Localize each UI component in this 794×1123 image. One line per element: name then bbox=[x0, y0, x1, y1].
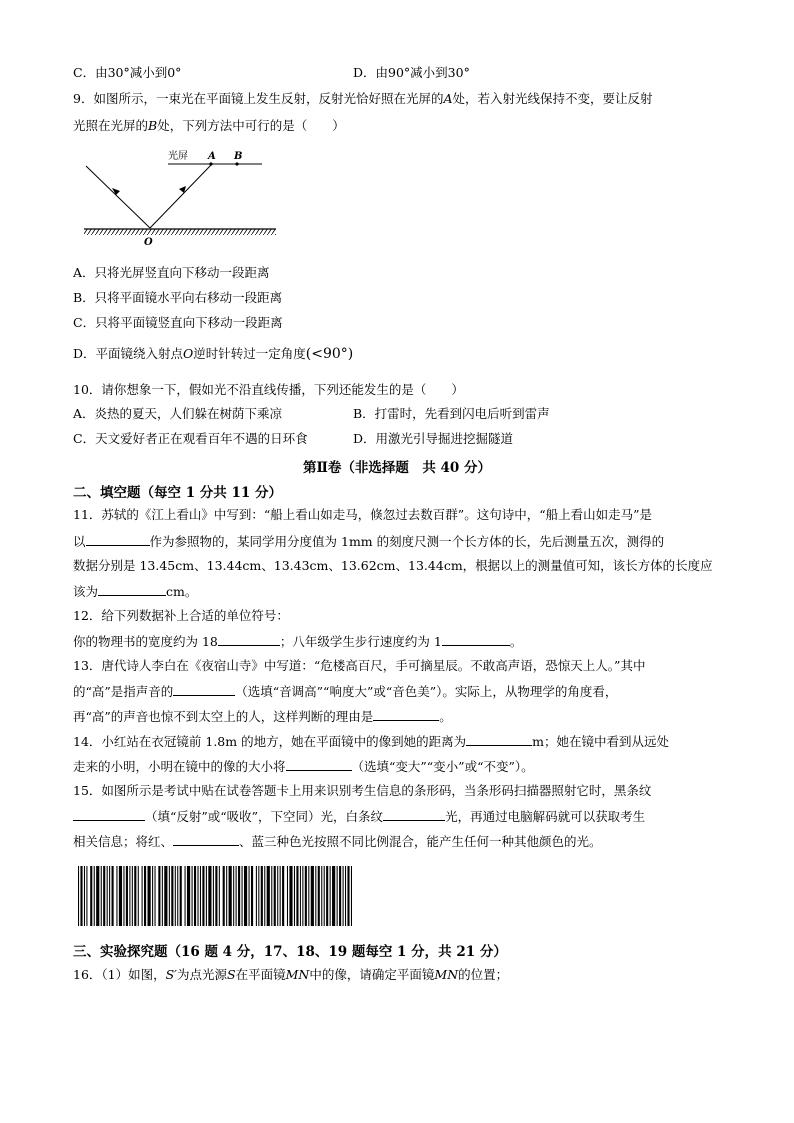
barcode-bar bbox=[337, 866, 338, 926]
q10-option-d: D．用激光引导掘进挖掘隧道 bbox=[353, 431, 514, 446]
q13-text: 再“高”的声音也惊不到太空上的人，这样判断的理由是 bbox=[73, 709, 374, 724]
barcode-bar bbox=[242, 866, 243, 926]
q15-line1: 15．如图所示是考试中贴在试卷答题卡上用来识别考生信息的条形码，当条形码扫描器照射它时，黑条纹 bbox=[73, 783, 652, 798]
barcode-bar bbox=[264, 866, 265, 926]
figure-label-b: B bbox=[234, 151, 243, 162]
q16-mirror-mn: MN bbox=[285, 967, 310, 982]
barcode-bar bbox=[305, 866, 307, 926]
barcode-bar bbox=[192, 866, 193, 926]
barcode-bar bbox=[134, 866, 136, 926]
barcode-bar bbox=[287, 866, 288, 926]
barcode-bar bbox=[267, 866, 270, 926]
barcode-bar bbox=[164, 866, 167, 926]
barcode-bar bbox=[103, 866, 105, 926]
barcode-bar bbox=[101, 866, 102, 926]
barcode-bar bbox=[233, 866, 234, 926]
incident-ray bbox=[86, 166, 150, 228]
q9-option-b: B．只将平面镜水平向右移动一段距离 bbox=[73, 290, 283, 305]
q12-text: ；八年级学生步行速度约为 1 bbox=[279, 634, 442, 649]
barcode-bar bbox=[258, 866, 259, 926]
barcode-bar bbox=[109, 866, 110, 926]
barcode-bar bbox=[116, 866, 117, 926]
q9-stem-part: 9．如图所示，一束光在平面镜上发生反射，反射光恰好照在光屏的 bbox=[73, 91, 444, 106]
barcode-bar bbox=[177, 866, 178, 926]
q15-blank-black-stripes[interactable] bbox=[73, 807, 145, 821]
section2-heading: 二、填空题（每空 1 分共 11 分） bbox=[73, 485, 282, 501]
barcode-bar bbox=[169, 866, 170, 926]
q16-text: 16．（1）如图， bbox=[73, 967, 166, 982]
q13-text: 的“高”是指声音的 bbox=[73, 684, 174, 699]
barcode-bar bbox=[78, 866, 79, 926]
q13-text: （选填“音调高”“响度大”或“音色美”）。实际上，从物理学的角度看， bbox=[235, 684, 618, 699]
q10-options-row2 bbox=[73, 430, 733, 448]
incident-arrow-icon bbox=[112, 188, 120, 195]
q16-text: 在平面镜 bbox=[235, 967, 286, 982]
barcode-bar bbox=[223, 866, 225, 926]
barcode-bar bbox=[219, 866, 220, 926]
barcode-bar bbox=[308, 866, 309, 926]
barcode-bar bbox=[194, 866, 196, 926]
figure-label-a: A bbox=[208, 151, 216, 162]
barcode-bar bbox=[94, 866, 95, 926]
barcode-bar bbox=[339, 866, 341, 926]
barcode-bar bbox=[300, 866, 301, 926]
barcode-bar bbox=[197, 866, 198, 926]
barcode-bar bbox=[158, 866, 160, 926]
q10-option-c: C．天文爱好者正在观看百年不遇的日环食 bbox=[73, 431, 308, 446]
barcode-bar bbox=[277, 866, 278, 926]
barcode-bar bbox=[249, 866, 250, 926]
q10-stem: 10．请你想象一下，假如光不沿直线传播，下列还能发生的是（ ） bbox=[73, 382, 464, 397]
q13-line1: 13．唐代诗人李白在《夜宿山寺》中写道：“危楼高百尺，手可摘星辰。不敢高声语，恐惊天上人。”其中 bbox=[73, 658, 646, 673]
barcode-bar bbox=[244, 866, 247, 926]
barcode-bar bbox=[256, 866, 257, 926]
q9-point-b: B bbox=[148, 118, 158, 133]
q9-point-o: O bbox=[183, 346, 194, 361]
q15-text: （填“反射”或“吸收”，下空同）光，白条纹 bbox=[145, 809, 384, 824]
q11-line4 bbox=[73, 582, 733, 601]
q8-option-c: C．由30°减小到0° bbox=[73, 65, 182, 80]
q12-text: 。 bbox=[509, 634, 523, 649]
barcode-bar bbox=[90, 866, 92, 926]
q12-line1: 12．给下列数据补上合适的单位符号： bbox=[73, 608, 289, 623]
barcode-bar bbox=[311, 866, 314, 926]
q14-text: 走来的小明，小明在镜中的像的大小将 bbox=[73, 759, 286, 774]
barcode-bar bbox=[175, 866, 176, 926]
barcode-bar bbox=[332, 866, 335, 926]
q16-source-s: S bbox=[227, 967, 236, 982]
barcode-bar bbox=[132, 866, 133, 926]
q13-text: 。 bbox=[439, 709, 452, 724]
point-b-dot bbox=[235, 162, 238, 165]
q8-options bbox=[73, 64, 733, 82]
barcode-bar bbox=[215, 866, 217, 926]
barcode-bar bbox=[86, 866, 87, 926]
section3-heading: 三、实验探究题（16 题 4 分，17、18、19 题每空 1 分，共 21 分） bbox=[73, 944, 507, 960]
barcode-bar bbox=[206, 866, 207, 926]
q9-stem-line1 bbox=[73, 90, 733, 108]
barcode-bar bbox=[126, 866, 128, 926]
q9-stem-line2 bbox=[73, 117, 733, 135]
q14-line1 bbox=[73, 732, 733, 751]
q9-angle-limit: (<90°) bbox=[305, 346, 354, 362]
q11-line2 bbox=[73, 532, 733, 551]
barcode-bar bbox=[144, 866, 146, 926]
barcode-bar bbox=[236, 866, 237, 926]
barcode-bar bbox=[347, 866, 349, 926]
barcode-bar bbox=[261, 866, 263, 926]
figure-label-o: O bbox=[144, 237, 153, 248]
reflected-ray bbox=[150, 165, 211, 228]
q12-blank-width-unit[interactable] bbox=[218, 632, 280, 646]
q15-text: 相关信息；将红、 bbox=[73, 834, 174, 849]
barcode-bar bbox=[162, 866, 163, 926]
q13-line2 bbox=[73, 682, 733, 701]
barcode-bar bbox=[229, 866, 232, 926]
barcode-bar bbox=[180, 866, 182, 926]
barcode-bar bbox=[326, 866, 328, 926]
q9-option-c: C．只将平面镜竖直向下移动一段距离 bbox=[73, 315, 283, 330]
barcode-bar bbox=[315, 866, 316, 926]
barcode-bar bbox=[238, 866, 240, 926]
q13-blank-characteristic[interactable] bbox=[173, 682, 235, 696]
barcode-bar bbox=[202, 866, 204, 926]
barcode-bar bbox=[289, 866, 292, 926]
q9-stem-part: 处，若入射光线保持不变，要让反射 bbox=[452, 91, 653, 106]
barcode-bar bbox=[271, 866, 272, 926]
barcode-bar bbox=[282, 866, 284, 926]
q13-line3 bbox=[73, 707, 733, 726]
barcode-bar bbox=[213, 866, 214, 926]
barcode-bar bbox=[274, 866, 276, 926]
q11-blank-length[interactable] bbox=[98, 582, 166, 596]
barcode-bar bbox=[280, 866, 281, 926]
barcode-image bbox=[78, 866, 352, 926]
barcode-bar bbox=[318, 866, 320, 926]
q16-text: 中的像，请确定平面镜 bbox=[309, 967, 435, 982]
q14-blank-distance[interactable] bbox=[466, 732, 532, 746]
barcode-bar bbox=[171, 866, 173, 926]
q15-text: 光，再通过电脑解码就可以获取考生 bbox=[445, 809, 646, 824]
q11-blank-reference[interactable] bbox=[86, 532, 150, 546]
q15-blank-color[interactable] bbox=[173, 832, 239, 846]
q15-text: 、蓝三种色光按照不同比例混合，能产生任何一种其他颜色的光。 bbox=[239, 834, 602, 849]
q12-blank-speed-unit[interactable] bbox=[442, 632, 510, 646]
barcode-bar bbox=[302, 866, 303, 926]
q14-line2 bbox=[73, 757, 733, 776]
q16-text: 的位置； bbox=[458, 967, 509, 982]
q9-stem-part: 光照在光屏的 bbox=[73, 118, 149, 133]
barcode-bar bbox=[321, 866, 322, 926]
light-screen-label: 光屏 bbox=[168, 151, 188, 162]
barcode-bar bbox=[129, 866, 130, 926]
q16-image-s-prime: S′ bbox=[165, 967, 178, 982]
barcode-bar bbox=[152, 866, 153, 926]
q10-option-b: B．打雷时，先看到闪电后听到雷声 bbox=[353, 406, 550, 421]
q16-text: 为点光源 bbox=[177, 967, 228, 982]
q15-blank-white-stripes[interactable] bbox=[383, 807, 445, 821]
q14-text: （选填“变大”“变小”或“不变”）。 bbox=[351, 759, 534, 774]
barcode-bar bbox=[185, 866, 186, 926]
q11-text: 以 bbox=[73, 534, 86, 549]
barcode-bar bbox=[84, 866, 85, 926]
barcode-bar bbox=[96, 866, 99, 926]
q11-text: 作为参照物的，某同学用分度值为 1mm 的刻度尺测一个长方体的长，先后测量五次，测得的 bbox=[149, 534, 665, 549]
barcode-bar bbox=[119, 866, 122, 926]
q14-blank-size-change[interactable] bbox=[286, 757, 352, 771]
q9-point-a: A bbox=[443, 91, 453, 106]
q11-line1: 11．苏轼的《江上看山》中写到：“船上看山如走马，倏忽过去数百群”。这句诗中，“船上看山如走马”是 bbox=[73, 507, 652, 522]
barcode-bar bbox=[251, 866, 253, 926]
barcode-bar bbox=[200, 866, 201, 926]
q8-option-d: D．由90°减小到30° bbox=[353, 65, 470, 80]
q11-text: 该为 bbox=[73, 584, 99, 599]
barcode-bar bbox=[345, 866, 346, 926]
q9-option-d-part: 逆时针转过一定角度 bbox=[193, 346, 306, 361]
barcode-bar bbox=[351, 866, 352, 926]
barcode-bar bbox=[123, 866, 124, 926]
barcode-bar bbox=[208, 866, 211, 926]
barcode-bar bbox=[112, 866, 114, 926]
barcode-bar bbox=[148, 866, 151, 926]
q14-text: 14．小红站在衣冠镜前 1.8m 的地方，她在平面镜中的像到她的距离为 bbox=[73, 734, 467, 749]
barcode-bar bbox=[296, 866, 298, 926]
q16-mirror-mn: MN bbox=[434, 967, 459, 982]
barcode-bar bbox=[138, 866, 139, 926]
q15-line3 bbox=[73, 832, 733, 851]
q9-option-d bbox=[73, 345, 733, 363]
q9-option-d-part: D．平面镜绕入射点 bbox=[73, 346, 184, 361]
barcode-bar bbox=[187, 866, 190, 926]
q10-options-row1 bbox=[73, 405, 733, 423]
barcode-bar bbox=[226, 866, 227, 926]
q16-line1 bbox=[73, 966, 733, 984]
q11-line3: 数据分别是 13.45cm、13.44cm、13.43cm、13.62cm、13.44cm，根据以上的测量值可知，该长方体的长度应 bbox=[73, 558, 713, 573]
q12-text: 你的物理书的宽度约为 18 bbox=[73, 634, 218, 649]
barcode-bar bbox=[142, 866, 143, 926]
barcode-bar bbox=[343, 866, 344, 926]
q9-option-a: A．只将光屏竖直向下移动一段距离 bbox=[73, 265, 270, 280]
q9-stem-part: 处，下列方法中可行的是（ ） bbox=[157, 118, 345, 133]
mirror-hatching bbox=[84, 229, 276, 235]
q12-line2 bbox=[73, 632, 733, 651]
barcode-bar bbox=[324, 866, 325, 926]
barcode-bar bbox=[107, 866, 108, 926]
q9-reflection-figure bbox=[80, 144, 280, 252]
barcode-bar bbox=[330, 866, 331, 926]
barcode-bar bbox=[294, 866, 295, 926]
q13-blank-reason[interactable] bbox=[373, 707, 439, 721]
part2-title: 第Ⅱ卷（非选择题 共 40 分） bbox=[302, 460, 492, 476]
q10-option-a: A．炎热的夏天，人们躲在树荫下乘凉 bbox=[73, 406, 283, 421]
barcode-bar bbox=[155, 866, 156, 926]
q11-text: cm。 bbox=[166, 584, 198, 599]
q15-line2 bbox=[73, 807, 733, 826]
barcode-bar bbox=[80, 866, 82, 926]
q14-text: m；她在镜中看到从远处 bbox=[532, 734, 669, 749]
